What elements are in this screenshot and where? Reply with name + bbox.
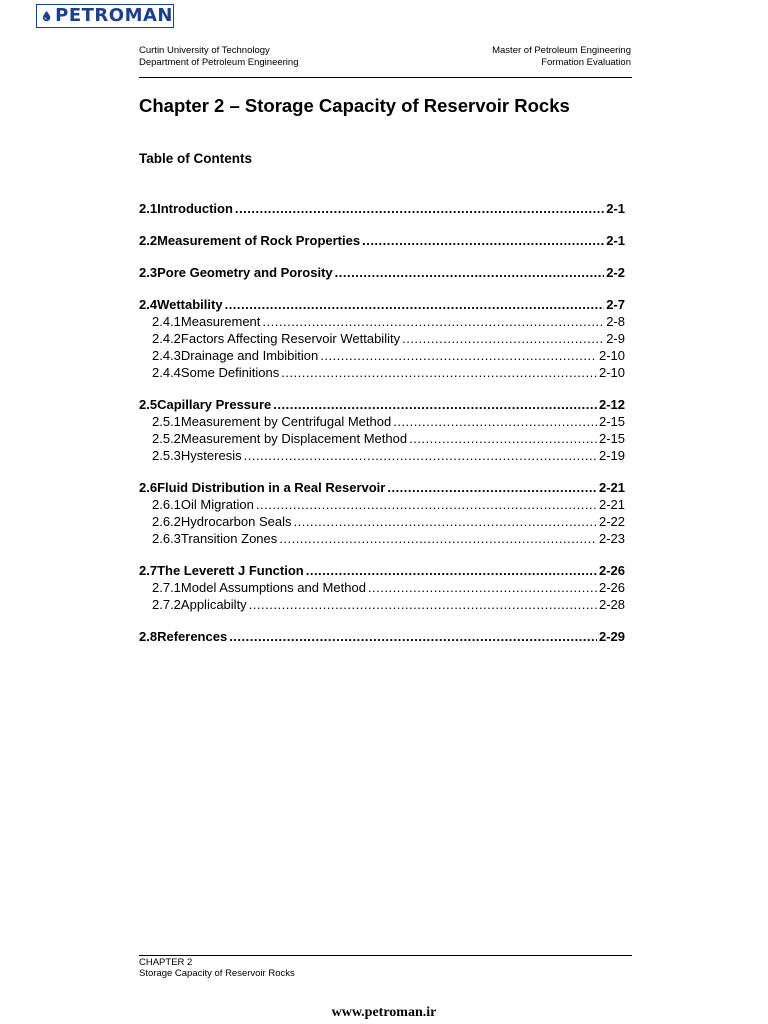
dot-leader — [293, 513, 596, 530]
dot-leader — [273, 396, 597, 413]
toc-entry-title: Some Definitions — [180, 365, 280, 380]
toc-entry-number: 2.2 — [139, 233, 158, 248]
toc-entry-number: 2.5 — [139, 397, 158, 412]
toc-entry-title: Transition Zones — [180, 531, 278, 546]
toc-heading: Table of Contents — [139, 151, 252, 166]
toc-entry-title: Model Assumptions and Method — [180, 580, 366, 595]
header-program: Master of Petroleum Engineering — [492, 45, 631, 56]
toc-entry-page: 2-12 — [598, 397, 625, 412]
toc-entry-title: The Leverett J Function — [157, 563, 304, 578]
toc-entry-title: Pore Geometry and Porosity — [157, 265, 333, 280]
toc-entry-number: 2.3 — [139, 265, 158, 280]
toc-entry-title: Measurement of Rock Properties — [157, 233, 361, 248]
toc-entry[interactable] — [139, 347, 625, 364]
dot-leader — [335, 264, 605, 281]
toc-entry-number: 2.4.2 — [152, 331, 181, 346]
toc-entry[interactable] — [139, 530, 625, 547]
toc-entry[interactable] — [139, 396, 625, 413]
toc-entry-number: 2.6.3 — [152, 531, 181, 546]
footer-divider — [139, 955, 632, 956]
toc-entry-title: References — [157, 629, 228, 644]
toc-entry-title: Measurement by Centrifugal Method — [180, 414, 392, 429]
dot-leader — [262, 313, 604, 330]
toc-entry-number: 2.4 — [139, 297, 158, 312]
toc-entry-page: 2-15 — [598, 414, 625, 429]
toc-entry-title: Wettability — [157, 297, 223, 312]
oil-drop-icon — [41, 7, 52, 25]
toc-entry-page: 2-8 — [606, 314, 625, 329]
toc-entry[interactable] — [139, 579, 625, 596]
website-url[interactable]: www.petroman.ir — [331, 1005, 437, 1020]
toc-entry[interactable] — [139, 330, 625, 347]
dot-leader — [256, 496, 597, 513]
toc-entry[interactable] — [139, 200, 625, 217]
toc-entry[interactable] — [139, 296, 625, 313]
dot-leader — [402, 330, 604, 347]
toc-entry-number: 2.4.1 — [152, 314, 181, 329]
chapter-title: Chapter 2 – Storage Capacity of Reservoir Rocks — [139, 95, 570, 116]
toc-entry[interactable] — [139, 364, 625, 381]
logo-text: PETROMAN — [55, 5, 173, 26]
toc-entry-number: 2.4.3 — [152, 348, 181, 363]
toc-entry-page: 2-21 — [598, 480, 625, 495]
toc-entry-title: Measurement by Displacement Method — [180, 431, 408, 446]
dot-leader — [279, 530, 597, 547]
toc-entry-page: 2-26 — [598, 563, 625, 578]
dot-leader — [320, 347, 597, 364]
toc-entry[interactable] — [139, 596, 625, 613]
header-department: Department of Petroleum Engineering — [139, 57, 299, 68]
toc-entry-page: 2-29 — [598, 629, 625, 644]
toc-entry-page: 2-15 — [598, 431, 625, 446]
dot-leader — [225, 296, 605, 313]
toc-entry-number: 2.6 — [139, 480, 158, 495]
toc-entry-number: 2.6.1 — [152, 497, 181, 512]
dot-leader — [368, 579, 597, 596]
toc-entry[interactable] — [139, 628, 625, 645]
toc-entry-page: 2-21 — [598, 497, 625, 512]
dot-leader — [249, 596, 597, 613]
header-course: Formation Evaluation — [541, 57, 631, 68]
header-divider — [139, 77, 632, 78]
toc-entry[interactable] — [139, 313, 625, 330]
toc-entry[interactable] — [139, 232, 625, 249]
toc-entry[interactable] — [139, 413, 625, 430]
toc-entry-page: 2-23 — [598, 531, 625, 546]
toc-entry-number: 2.7 — [139, 563, 158, 578]
petroman-logo — [36, 4, 174, 28]
toc-entry[interactable] — [139, 264, 625, 281]
toc-entry-page: 2-10 — [598, 365, 625, 380]
toc-entry-page: 2-22 — [598, 514, 625, 529]
toc-entry[interactable] — [139, 496, 625, 513]
toc-entry-number: 2.8 — [139, 629, 158, 644]
dot-leader — [387, 479, 597, 496]
toc-entry-number: 2.5.3 — [152, 448, 181, 463]
toc-entry-title: Introduction — [157, 201, 233, 216]
toc-entry-title: Capillary Pressure — [157, 397, 272, 412]
footer-chapter: CHAPTER 2 — [139, 957, 193, 968]
footer — [139, 957, 295, 979]
toc-entry[interactable] — [139, 447, 625, 464]
toc-entry-number: 2.7.2 — [152, 597, 181, 612]
toc-entry-page: 2-28 — [598, 597, 625, 612]
dot-leader — [244, 447, 597, 464]
toc-entry[interactable] — [139, 513, 625, 530]
header-university: Curtin University of Technology — [139, 45, 270, 56]
toc-entry-title: Fluid Distribution in a Real Reservoir — [157, 480, 386, 495]
toc-entry-title: Oil Migration — [180, 497, 254, 512]
toc-entry[interactable] — [139, 562, 625, 579]
dot-leader — [409, 430, 597, 447]
toc-entry-title: Hysteresis — [180, 448, 242, 463]
toc-entry-page: 2-9 — [606, 331, 625, 346]
toc-entry-title: Measurement — [180, 314, 261, 329]
toc-entry-page: 2-19 — [598, 448, 625, 463]
toc-entry-page: 2-7 — [606, 297, 625, 312]
toc-entry-title: Drainage and Imbibition — [180, 348, 319, 363]
toc-entry-title: Factors Affecting Reservoir Wettability — [180, 331, 401, 346]
toc-entry-number: 2.6.2 — [152, 514, 181, 529]
header-left — [139, 45, 298, 69]
footer-chapter-title: Storage Capacity of Reservoir Rocks — [139, 968, 295, 979]
toc-entry-page: 2-10 — [598, 348, 625, 363]
toc-entry-title: Applicabilty — [180, 597, 247, 612]
toc-entry-number: 2.7.1 — [152, 580, 181, 595]
toc-entry-page: 2-26 — [598, 580, 625, 595]
toc-entry-page: 2-1 — [606, 201, 625, 216]
dot-leader — [235, 200, 604, 217]
toc-entry-number: 2.5.1 — [152, 414, 181, 429]
header-right — [492, 45, 631, 69]
toc-entry-page: 2-1 — [606, 233, 625, 248]
toc-entry[interactable] — [139, 479, 625, 496]
toc-entry-number: 2.4.4 — [152, 365, 181, 380]
toc-entry-number: 2.1 — [139, 201, 158, 216]
dot-leader — [393, 413, 597, 430]
dot-leader — [306, 562, 597, 579]
toc-entry-number: 2.5.2 — [152, 431, 181, 446]
table-of-contents — [139, 200, 625, 645]
toc-entry-page: 2-2 — [606, 265, 625, 280]
dot-leader — [229, 628, 597, 645]
toc-entry[interactable] — [139, 430, 625, 447]
dot-leader — [281, 364, 597, 381]
toc-entry-title: Hydrocarbon Seals — [180, 514, 292, 529]
dot-leader — [362, 232, 604, 249]
